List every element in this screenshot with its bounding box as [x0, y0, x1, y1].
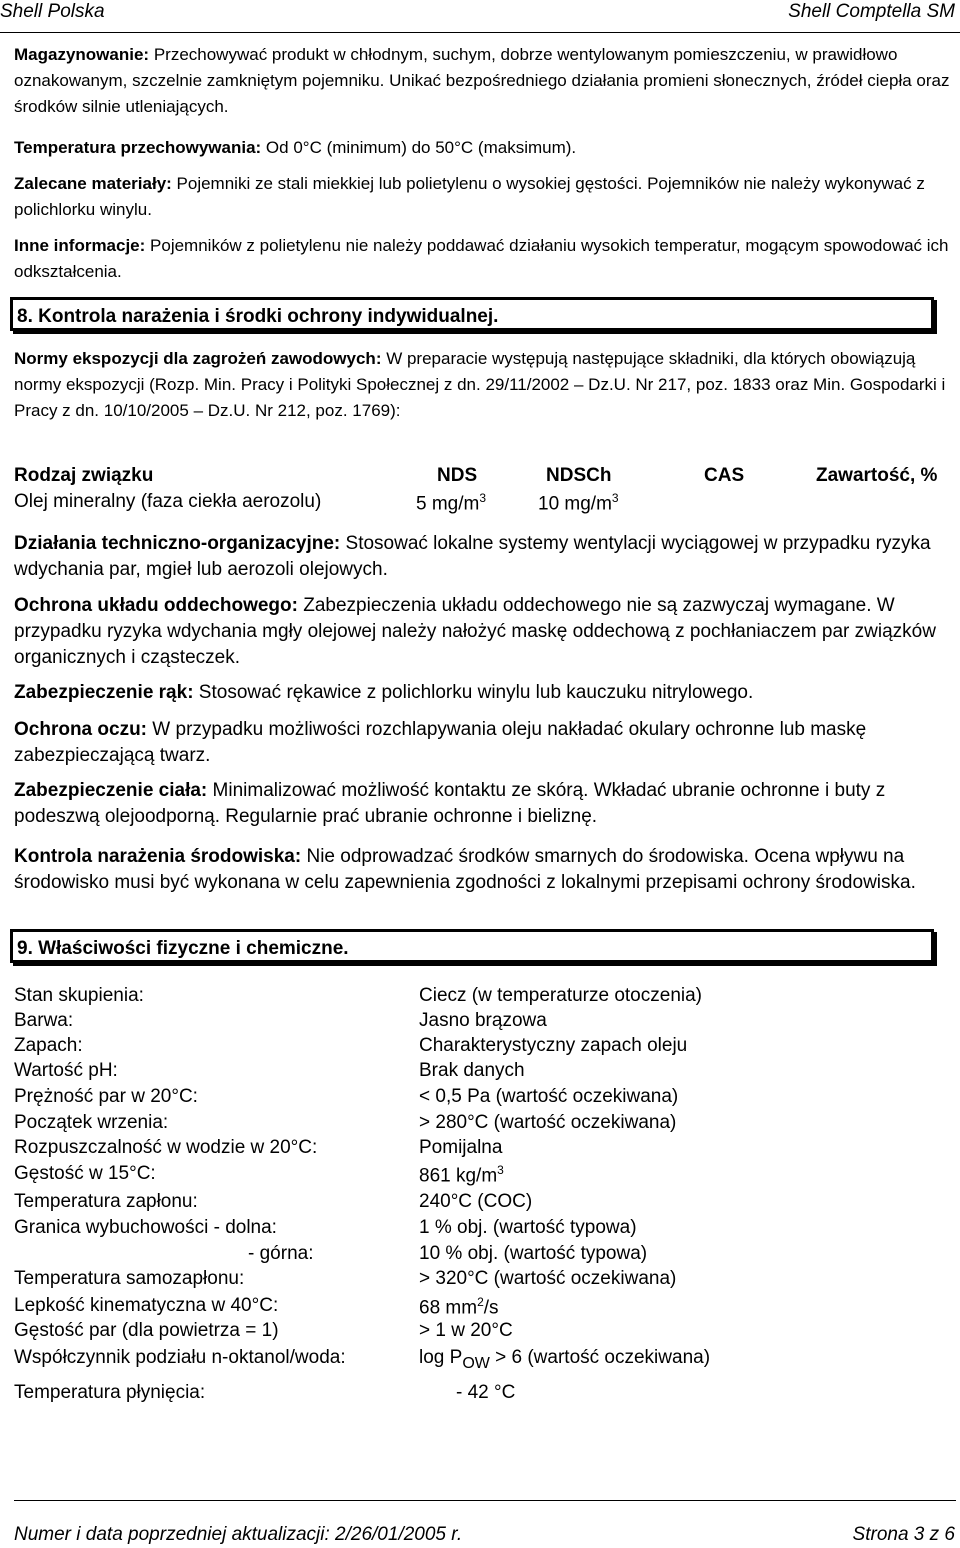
- property-name: Temperatura płynięcia:: [14, 1382, 206, 1403]
- storage-text: Przechowywać produkt w chłodnym, suchym, dobrze wentylowanym pomieszczeniu, w prawidłowo oznakowanym, szczelnie zamkniętym pojemniku. Unikać bezpośredniego działania promieni słonecznych, źródeł ciepła oraz środków silnie utleniających.: [14, 45, 950, 116]
- tech-measures-paragraph: [14, 531, 950, 583]
- footer-page-number: Strona 3 z 6: [852, 1524, 955, 1545]
- property-row: [14, 1243, 814, 1269]
- property-value-text: > 280°C (wartość oczekiwana): [419, 1112, 677, 1133]
- property-value: [419, 1112, 676, 1134]
- property-value-text: < 0,5 Pa (wartość oczekiwana): [419, 1086, 679, 1107]
- property-value-text: > 1 w 20°C: [419, 1320, 513, 1341]
- property-value: [419, 1010, 547, 1032]
- table-cell-name: Olej mineralny (faza ciekła aerozolu): [14, 491, 322, 512]
- property-row: [14, 1382, 814, 1408]
- ndsch-sup: 3: [611, 491, 619, 505]
- property-value: [419, 1217, 637, 1239]
- property-value-text: 68 mm: [419, 1297, 478, 1319]
- property-row: [14, 1060, 814, 1086]
- property-value: [419, 1163, 504, 1187]
- property-value: [419, 1268, 676, 1290]
- property-value-suffix: /s: [483, 1297, 499, 1319]
- header-company: Shell Polska: [0, 1, 105, 22]
- property-name: Stan skupienia:: [14, 985, 144, 1006]
- environment-text: Nie odprowadzać środków smarnych do środowiska. Ocena wpływu na środowisko musi być wykonana w celu zapewnienia zgodności z lokalnymi przepisami ochrony środowiska.: [14, 846, 916, 893]
- exposure-norms-paragraph: [14, 346, 950, 424]
- hands-label: Zabezpieczenie rąk:: [14, 682, 194, 703]
- property-row: [14, 1347, 814, 1373]
- respiratory-label: Ochrona układu oddechowego:: [14, 595, 298, 616]
- ndsch-value: 10 mg/m: [538, 493, 612, 515]
- body-paragraph: [14, 778, 950, 830]
- storage-temp-label: Temperatura przechowywania:: [14, 138, 262, 157]
- property-name: Temperatura samozapłonu:: [14, 1268, 245, 1289]
- property-value: [419, 1320, 513, 1342]
- property-name: Rozpuszczalność w wodzie w 20°C:: [14, 1137, 318, 1158]
- property-value: [419, 1086, 678, 1108]
- table-header-cas: CAS: [704, 465, 745, 486]
- body-text: Minimalizować możliwość kontaktu ze skórą. Wkładać ubranie ochronne i buty z podeszwą olejoodporną. Regularnie prać ubranie ochronne i bieliznę.: [14, 780, 886, 827]
- property-row: [14, 1035, 814, 1061]
- property-name: Współczynnik podziału n-oktanol/woda:: [14, 1347, 346, 1368]
- property-row: [14, 1086, 814, 1112]
- property-value-text: 240°C (COC): [419, 1191, 533, 1212]
- environment-label: Kontrola narażenia środowiska:: [14, 846, 302, 867]
- materials-text: Pojemniki ze stali miekkiej lub polietylenu o wysokiej gęstości. Pojemników nie należy wykonywać z polichlorku winylu.: [14, 174, 925, 219]
- property-value: [419, 1035, 687, 1057]
- property-name: Wartość pH:: [14, 1060, 118, 1081]
- nds-sup: 3: [479, 491, 487, 505]
- tech-measures-label: Działania techniczno-organizacyjne:: [14, 533, 341, 554]
- property-name: Początek wrzenia:: [14, 1112, 169, 1133]
- property-value-text: 1 % obj. (wartość typowa): [419, 1217, 637, 1238]
- hands-paragraph: [14, 680, 950, 706]
- header-product: Shell Comptella SM: [788, 1, 955, 22]
- property-value: [419, 1243, 647, 1265]
- table-header-nds: NDS: [437, 465, 478, 486]
- footer-divider: [14, 1500, 956, 1501]
- storage-temp-paragraph: [14, 135, 950, 161]
- property-value-text: > 320°C (wartość oczekiwana): [419, 1268, 677, 1289]
- property-value: [419, 1137, 502, 1159]
- eyes-text: W przypadku możliwości rozchlapywania oleju nakładać okulary ochronne lub maskę zabezpieczającą twarz.: [14, 719, 867, 766]
- property-value: [419, 1060, 525, 1082]
- property-row: [14, 1163, 814, 1189]
- property-row: [14, 1137, 814, 1163]
- property-name: - górna:: [248, 1243, 314, 1264]
- property-row: [14, 985, 814, 1011]
- respiratory-text: Zabezpieczenia układu oddechowego nie są zazwyczaj wymagane. W przypadku ryzyka wdychania mgły olejowej należy nałożyć maskę oddechową z pochłaniaczem par związków organicznych i cząsteczek.: [14, 595, 936, 668]
- property-value: [419, 1191, 532, 1213]
- nds-value: 5 mg/m: [416, 493, 480, 515]
- other-info-paragraph: [14, 233, 950, 285]
- storage-label: Magazynowanie:: [14, 45, 150, 64]
- property-row: [14, 1268, 814, 1294]
- property-row: [14, 1010, 814, 1036]
- property-name: Prężność par w 20°C:: [14, 1086, 198, 1107]
- property-value-text: 861 kg/m: [419, 1165, 498, 1187]
- section-8-heading: 8. Kontrola narażenia i środki ochrony indywidualnej.: [10, 297, 934, 331]
- property-value: [456, 1382, 515, 1404]
- body-label: Zabezpieczenie ciała:: [14, 780, 208, 801]
- property-name: Lepkość kinematyczna w 40°C:: [14, 1295, 279, 1316]
- property-value-text: Pomijalna: [419, 1137, 503, 1158]
- property-value-text: Jasno brązowa: [419, 1010, 547, 1031]
- table-cell-ndsch: [538, 491, 619, 515]
- section-9-heading: 9. Właściwości fizyczne i chemiczne.: [10, 929, 934, 963]
- property-value-text: Ciecz (w temperaturze otoczenia): [419, 985, 702, 1006]
- property-value: [419, 985, 702, 1007]
- property-value-sup: 3: [497, 1163, 504, 1177]
- property-name: Granica wybuchowości - dolna:: [14, 1217, 277, 1238]
- exposure-norms-label: Normy ekspozycji dla zagrożeń zawodowych:: [14, 349, 382, 368]
- property-value-suffix: > 6 (wartość oczekiwana): [489, 1347, 711, 1368]
- property-value-text: 10 % obj. (wartość typowa): [419, 1243, 648, 1264]
- other-info-label: Inne informacje:: [14, 236, 146, 255]
- property-value-text: Brak danych: [419, 1060, 525, 1081]
- property-value: [419, 1295, 499, 1319]
- property-value-text: log P: [419, 1347, 463, 1368]
- property-value-sup: 2: [477, 1295, 484, 1309]
- property-name: Barwa:: [14, 1010, 74, 1031]
- property-row: [14, 1191, 814, 1217]
- property-value-sub: OW: [462, 1354, 490, 1372]
- property-row: [14, 1320, 814, 1346]
- table-header-content: Zawartość, %: [816, 465, 938, 486]
- property-name: Gęstość par (dla powietrza = 1): [14, 1320, 279, 1341]
- storage-paragraph: [14, 42, 950, 120]
- property-value-text: Charakterystyczny zapach oleju: [419, 1035, 688, 1056]
- property-row: [14, 1112, 814, 1138]
- page-header: [0, 0, 960, 33]
- tech-measures-text: Stosować lokalne systemy wentylacji wyciągowej w przypadku ryzyka wdychania par, mgieł lub aerozoli olejowych.: [14, 533, 931, 580]
- hands-text: Stosować rękawice z polichlorku winylu lub kauczuku nitrylowego.: [193, 682, 754, 703]
- property-row: [14, 1295, 814, 1321]
- property-value-text: - 42 °C: [456, 1382, 516, 1403]
- footer-update-info: Numer i data poprzedniej aktualizacji: 2/26/01/2005 r.: [14, 1524, 463, 1545]
- table-cell-nds: [416, 491, 486, 515]
- materials-label: Zalecane materiały:: [14, 174, 172, 193]
- storage-temp-text: Od 0°C (minimum) do 50°C (maksimum).: [261, 138, 577, 157]
- property-value: [419, 1347, 710, 1373]
- other-info-text: Pojemników z polietylenu nie należy poddawać działaniu wysokich temperatur, mogącym spowodować ich odkształcenia.: [14, 236, 949, 281]
- respiratory-paragraph: [14, 593, 950, 671]
- table-header-compound: Rodzaj związku: [14, 465, 154, 486]
- property-name: Temperatura zapłonu:: [14, 1191, 198, 1212]
- property-name: Gęstość w 15°C:: [14, 1163, 156, 1184]
- materials-paragraph: [14, 171, 950, 223]
- exposure-norms-text: W preparacie występują następujące składniki, dla których obowiązują normy ekspozycji (Rozp. Min. Pracy i Polityki Społecznej z dn. 29/11/2002 – Dz.U. Nr 217, poz. 1833 oraz Min. Gospodarki i Pracy z dn. 10/10/2005 – Dz.U. Nr 212, poz. 1769):: [14, 349, 946, 420]
- eyes-label: Ochrona oczu:: [14, 719, 148, 740]
- environment-paragraph: [14, 844, 950, 896]
- property-row: [14, 1217, 814, 1243]
- property-name: Zapach:: [14, 1035, 83, 1056]
- eyes-paragraph: [14, 717, 950, 769]
- table-header-ndsch: NDSCh: [546, 465, 612, 486]
